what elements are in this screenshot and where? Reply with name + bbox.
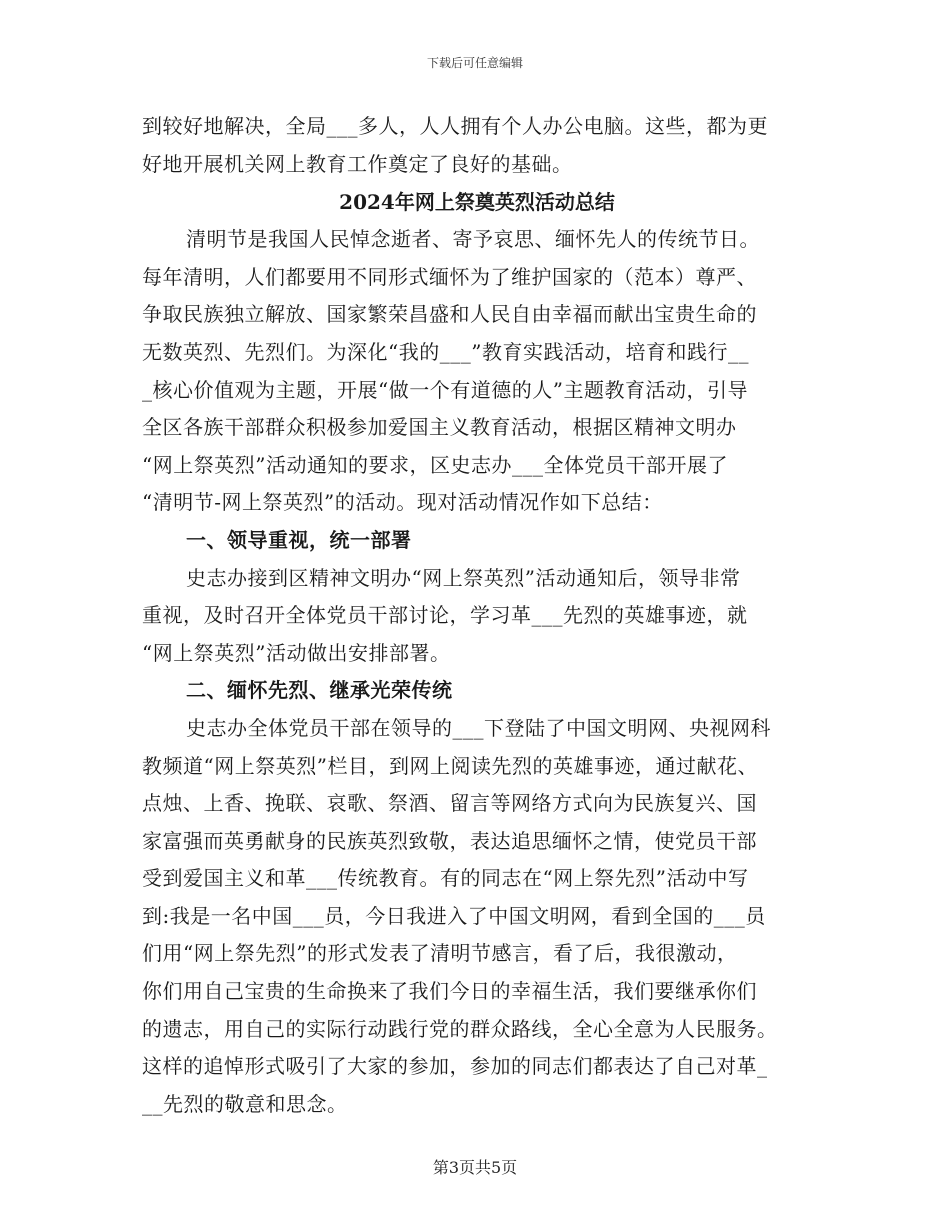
paragraph-line: 清明节是我国人民悼念逝者、寄予哀思、缅怀先人的传统节日。 (186, 227, 760, 252)
paragraph-line: 史志办接到区精神文明办“网上祭英烈”活动通知后，领导非常 (186, 565, 741, 590)
paragraph-line: 受到爱国主义和革___传统教育。有的同志在“网上祭先烈”活动中写 (142, 866, 749, 891)
header-note: 下载后可任意编辑 (426, 56, 523, 70)
paragraph-line: 点烛、上香、挽联、哀歌、祭酒、留言等网络方式向为民族复兴、国 (142, 791, 757, 816)
paragraph-line: 争取民族独立解放、国家繁荣昌盛和人民自由幸福而献出宝贵生命的 (142, 302, 757, 327)
paragraph-line: 们用“网上祭先烈”的形式发表了清明节感言，看了后，我很激动， (142, 941, 738, 966)
paragraph-line: _核心价值观为主题，开展“做一个有道德的人”主题教育活动，引导 (142, 377, 748, 402)
paragraph-line: 重视，及时召开全体党员干部讨论，学习革___先烈的英雄事迹，就 (142, 603, 748, 628)
paragraph-line: “网上祭英烈”活动通知的要求，区史志办___全体党员干部开展了 (142, 452, 728, 477)
paragraph-line: 这样的追悼形式吸引了大家的参加，参加的同志们都表达了自己对革_ (142, 1054, 768, 1079)
section-heading: 二、缅怀先烈、继承光荣传统 (186, 678, 453, 703)
paragraph-line: 好地开展机关网上教育工作奠定了良好的基础。 (142, 151, 573, 176)
paragraph-line: “清明节-网上祭英烈”的活动。现对活动情况作如下总结： (142, 490, 663, 515)
paragraph-line: 史志办全体党员干部在领导的___下登陆了中国文明网、央视网科 (186, 715, 771, 740)
document-body (142, 108, 812, 1123)
page-number: 第3页共5页 (432, 1158, 518, 1177)
document-title: 2024年网上祭奠英烈活动总结 (339, 190, 615, 215)
paragraph-line: 你们用自己宝贵的生命换来了我们今日的幸福生活，我们要继承你们 (142, 979, 757, 1004)
paragraph-line: 到:我是一名中国___员，今日我进入了中国文明网，看到全国的___员 (142, 903, 766, 928)
paragraph-line: 无数英烈、先烈们。为深化“我的___”教育实践活动，培育和践行__ (142, 339, 749, 364)
paragraph-line: 的遗志，用自己的实际行动践行党的群众路线，全心全意为人民服务。 (142, 1016, 778, 1041)
section-heading: 一、领导重视，统一部署 (186, 527, 412, 552)
paragraph-line: 到较好地解决，全局___多人，人人拥有个人办公电脑。这些，都为更 (142, 114, 768, 138)
paragraph-line: 教频道“网上祭英烈”栏目，到网上阅读先烈的英雄事迹，通过献花、 (142, 753, 758, 778)
paragraph-line: 每年清明，人们都要用不同形式缅怀为了维护国家的（范本）尊严、 (142, 264, 757, 289)
paragraph-line: __先烈的敬意和思念。 (142, 1091, 348, 1116)
paragraph-line: 全区各族干部群众积极参加爱国主义教育活动，根据区精神文明办 (142, 415, 737, 440)
paragraph-line: 家富强而英勇献身的民族英烈致敬，表达追思缅怀之情，使党员干部 (142, 828, 757, 853)
paragraph-line: “网上祭英烈”活动做出安排部署。 (142, 640, 451, 665)
